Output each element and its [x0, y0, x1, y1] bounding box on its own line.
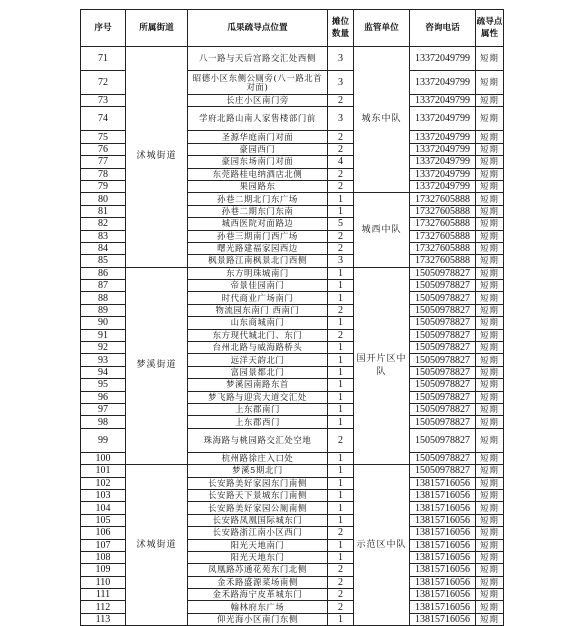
- location-cell: 梦飞路与迎宾大道交汇处: [188, 391, 328, 403]
- stall-count: 2: [328, 428, 354, 452]
- attribute-cell: 短期: [476, 292, 504, 304]
- stall-count: 1: [328, 613, 354, 625]
- attribute-cell: 短期: [476, 489, 504, 501]
- attribute-cell: 短期: [476, 403, 504, 415]
- row-number: 100: [81, 452, 126, 464]
- stall-count: 3: [328, 71, 354, 95]
- phone-cell: 13815716056: [410, 502, 476, 514]
- attribute-cell: 短期: [476, 477, 504, 489]
- phone-cell: 15050978827: [410, 354, 476, 366]
- phone-cell: 15050978827: [410, 379, 476, 391]
- stall-count: 1: [328, 354, 354, 366]
- phone-cell: 15050978827: [410, 465, 476, 477]
- attribute-cell: 短期: [476, 180, 504, 192]
- attribute-cell: 短期: [476, 416, 504, 428]
- location-cell: 上东郡西门: [188, 416, 328, 428]
- stall-count: 1: [328, 452, 354, 464]
- row-number: 105: [81, 514, 126, 526]
- phone-cell: 15050978827: [410, 267, 476, 279]
- phone-cell: 13372049799: [410, 143, 476, 155]
- location-cell: 孙巷二期北门东广场: [188, 193, 328, 205]
- phone-cell: 15050978827: [410, 391, 476, 403]
- location-cell: 帝景佳园南门: [188, 280, 328, 292]
- phone-cell: 13372049799: [410, 168, 476, 180]
- row-number: 96: [81, 391, 126, 403]
- location-cell: 长安路美好家园东门南侧: [188, 477, 328, 489]
- attribute-cell: 短期: [476, 218, 504, 230]
- stall-count: 1: [328, 403, 354, 415]
- phone-cell: 13372049799: [410, 47, 476, 71]
- stall-count: 1: [328, 489, 354, 501]
- phone-cell: 13372049799: [410, 180, 476, 192]
- phone-cell: 17327605888: [410, 218, 476, 230]
- row-number: 89: [81, 304, 126, 316]
- row-number: 99: [81, 428, 126, 452]
- stall-count: 2: [328, 131, 354, 143]
- phone-cell: 15050978827: [410, 292, 476, 304]
- attribute-cell: 短期: [476, 230, 504, 242]
- row-number: 92: [81, 342, 126, 354]
- stall-count: 2: [328, 180, 354, 192]
- stall-count: 2: [328, 527, 354, 539]
- attribute-cell: 短期: [476, 156, 504, 168]
- location-cell: 梦溪园南路东首: [188, 379, 328, 391]
- stall-count: 1: [328, 292, 354, 304]
- document-page: [80, 9, 504, 626]
- attribute-cell: 短期: [476, 514, 504, 526]
- phone-cell: 13815716056: [410, 539, 476, 551]
- row-number: 79: [81, 180, 126, 192]
- location-cell: 学府北路山南人家售楼部门前: [188, 107, 328, 131]
- header-no: 序号: [81, 10, 126, 47]
- location-cell: 八一路与天后宫路交汇处西侧: [188, 47, 328, 71]
- phone-cell: 13815716056: [410, 551, 476, 563]
- location-cell: 长安路浙江南小区西门: [188, 527, 328, 539]
- row-number: 87: [81, 280, 126, 292]
- stall-count: 2: [328, 143, 354, 155]
- stall-count: 1: [328, 551, 354, 563]
- location-cell: 仰光海小区南门东侧: [188, 613, 328, 625]
- attribute-cell: 短期: [476, 465, 504, 477]
- row-number: 94: [81, 366, 126, 378]
- attribute-cell: 短期: [476, 317, 504, 329]
- row-number: 103: [81, 489, 126, 501]
- row-number: 73: [81, 95, 126, 107]
- attribute-cell: 短期: [476, 551, 504, 563]
- stall-count: 1: [328, 539, 354, 551]
- location-cell: 山东商城南门: [188, 317, 328, 329]
- phone-cell: 13815716056: [410, 564, 476, 576]
- stall-count: 1: [328, 502, 354, 514]
- attribute-cell: 短期: [476, 267, 504, 279]
- phone-cell: 13372049799: [410, 107, 476, 131]
- attribute-cell: 短期: [476, 304, 504, 316]
- phone-cell: 15050978827: [410, 366, 476, 378]
- location-cell: 孙巷三期南门西广场: [188, 230, 328, 242]
- phone-cell: 15050978827: [410, 416, 476, 428]
- attribute-cell: 短期: [476, 255, 504, 267]
- stall-count: 2: [328, 242, 354, 254]
- location-cell: 东莞路桂电纳酒店北侧: [188, 168, 328, 180]
- table-row: [81, 465, 504, 477]
- location-cell: 豪园东场南门对面: [188, 156, 328, 168]
- stall-count: 1: [328, 280, 354, 292]
- location-cell: 富园景都北门: [188, 366, 328, 378]
- row-number: 72: [81, 71, 126, 95]
- row-number: 98: [81, 416, 126, 428]
- row-number: 76: [81, 143, 126, 155]
- stall-count: 1: [328, 465, 354, 477]
- attribute-cell: 短期: [476, 71, 504, 95]
- header-phone: 咨询电话: [410, 10, 476, 47]
- stall-count: 1: [328, 267, 354, 279]
- supervisor-cell: 示范区中队: [354, 465, 410, 626]
- row-number: 74: [81, 107, 126, 131]
- phone-cell: 13815716056: [410, 527, 476, 539]
- attribute-cell: 短期: [476, 379, 504, 391]
- street-cell: 沭城街道: [126, 465, 188, 626]
- stall-count: 3: [328, 107, 354, 131]
- row-number: 97: [81, 403, 126, 415]
- row-number: 91: [81, 329, 126, 341]
- fruit-stall-table: [80, 9, 504, 626]
- location-cell: 时代商业广场南门: [188, 292, 328, 304]
- row-number: 113: [81, 613, 126, 625]
- attribute-cell: 短期: [476, 391, 504, 403]
- phone-cell: 15050978827: [410, 452, 476, 464]
- stall-count: 5: [328, 218, 354, 230]
- attribute-cell: 短期: [476, 452, 504, 464]
- location-cell: 金禾路盛源菜场南侧: [188, 576, 328, 588]
- location-cell: 远洋天韵北门: [188, 354, 328, 366]
- row-number: 85: [81, 255, 126, 267]
- stall-count: 4: [328, 156, 354, 168]
- location-cell: 上东郡南门: [188, 403, 328, 415]
- row-number: 106: [81, 527, 126, 539]
- stall-count: 1: [328, 342, 354, 354]
- phone-cell: 13372049799: [410, 156, 476, 168]
- row-number: 86: [81, 267, 126, 279]
- attribute-cell: 短期: [476, 539, 504, 551]
- row-number: 88: [81, 292, 126, 304]
- location-cell: 圣源华庭南门对面: [188, 131, 328, 143]
- header-supervisor: 监管单位: [354, 10, 410, 47]
- attribute-cell: 短期: [476, 428, 504, 452]
- attribute-cell: 短期: [476, 205, 504, 217]
- row-number: 75: [81, 131, 126, 143]
- stall-count: 2: [328, 230, 354, 242]
- location-cell: 凤凰路苏通花苑东门北侧: [188, 564, 328, 576]
- attribute-cell: 短期: [476, 95, 504, 107]
- phone-cell: 13372049799: [410, 71, 476, 95]
- row-number: 95: [81, 379, 126, 391]
- stall-count: 2: [328, 564, 354, 576]
- attribute-cell: 短期: [476, 193, 504, 205]
- stall-count: 1: [328, 391, 354, 403]
- location-cell: 珠海路与桃园路交汇处空地: [188, 428, 328, 452]
- phone-cell: 15050978827: [410, 280, 476, 292]
- phone-cell: 15050978827: [410, 304, 476, 316]
- phone-cell: 13372049799: [410, 95, 476, 107]
- location-cell: 曙光路建福家园西边: [188, 242, 328, 254]
- location-cell: 翰林府东广场: [188, 601, 328, 613]
- supervisor-cell: 国开片区中队: [354, 267, 410, 464]
- attribute-cell: 短期: [476, 168, 504, 180]
- stall-count: 1: [328, 193, 354, 205]
- stall-count: 2: [328, 601, 354, 613]
- attribute-cell: 短期: [476, 329, 504, 341]
- row-number: 71: [81, 47, 126, 71]
- table-row: [81, 267, 504, 279]
- location-cell: 梦溪5期北门: [188, 465, 328, 477]
- row-number: 108: [81, 551, 126, 563]
- phone-cell: 17327605888: [410, 230, 476, 242]
- location-cell: 阳光天地南门: [188, 539, 328, 551]
- attribute-cell: 短期: [476, 589, 504, 601]
- phone-cell: 15050978827: [410, 342, 476, 354]
- row-number: 93: [81, 354, 126, 366]
- location-cell: 果园路东: [188, 180, 328, 192]
- location-cell: 阳光天地东门: [188, 551, 328, 563]
- header-count: 摊位数量: [328, 10, 354, 47]
- attribute-cell: 短期: [476, 601, 504, 613]
- attribute-cell: 短期: [476, 613, 504, 625]
- row-number: 90: [81, 317, 126, 329]
- stall-count: 2: [328, 576, 354, 588]
- phone-cell: 17327605888: [410, 242, 476, 254]
- attribute-cell: 短期: [476, 366, 504, 378]
- attribute-cell: 短期: [476, 576, 504, 588]
- phone-cell: 15050978827: [410, 317, 476, 329]
- stall-count: 2: [328, 329, 354, 341]
- supervisor-cell: 城西中队: [354, 193, 410, 267]
- stall-count: 1: [328, 416, 354, 428]
- phone-cell: 13815716056: [410, 613, 476, 625]
- header-street: 所属街道: [126, 10, 188, 47]
- phone-cell: 13815716056: [410, 589, 476, 601]
- row-number: 112: [81, 601, 126, 613]
- location-cell: 长安路天下景城东门南侧: [188, 489, 328, 501]
- row-number: 109: [81, 564, 126, 576]
- row-number: 82: [81, 218, 126, 230]
- row-number: 78: [81, 168, 126, 180]
- row-number: 101: [81, 465, 126, 477]
- location-cell: 孙巷二期东门东南: [188, 205, 328, 217]
- location-cell: 东方明珠城南门: [188, 267, 328, 279]
- row-number: 107: [81, 539, 126, 551]
- attribute-cell: 短期: [476, 143, 504, 155]
- phone-cell: 13815716056: [410, 489, 476, 501]
- location-cell: 长庄小区南门旁: [188, 95, 328, 107]
- phone-cell: 17327605888: [410, 255, 476, 267]
- row-number: 102: [81, 477, 126, 489]
- stall-count: 3: [328, 255, 354, 267]
- stall-count: 1: [328, 379, 354, 391]
- stall-count: 1: [328, 477, 354, 489]
- phone-cell: 13815716056: [410, 576, 476, 588]
- stall-count: 1: [328, 317, 354, 329]
- location-cell: 长安路凤凰国际城东门: [188, 514, 328, 526]
- table-body: [81, 47, 504, 626]
- row-number: 84: [81, 242, 126, 254]
- attribute-cell: 短期: [476, 131, 504, 143]
- location-cell: 长安路美好家园公厕南侧: [188, 502, 328, 514]
- supervisor-cell: 城东中队: [354, 47, 410, 193]
- stall-count: 2: [328, 304, 354, 316]
- row-number: 80: [81, 193, 126, 205]
- table-row: [81, 47, 504, 71]
- attribute-cell: 短期: [476, 564, 504, 576]
- attribute-cell: 短期: [476, 342, 504, 354]
- location-cell: 昭德小区东侧公厕旁(八一路北首对面): [188, 71, 328, 95]
- stall-count: 2: [328, 168, 354, 180]
- stall-count: 1: [328, 205, 354, 217]
- attribute-cell: 短期: [476, 502, 504, 514]
- attribute-cell: 短期: [476, 527, 504, 539]
- phone-cell: 17327605888: [410, 193, 476, 205]
- location-cell: 豪园西门: [188, 143, 328, 155]
- location-cell: 东方现代城北门、东门: [188, 329, 328, 341]
- location-cell: 金禾路海宁皮革城东门: [188, 589, 328, 601]
- attribute-cell: 短期: [476, 280, 504, 292]
- stall-count: 1: [328, 366, 354, 378]
- phone-cell: 15050978827: [410, 329, 476, 341]
- phone-cell: 13372049799: [410, 131, 476, 143]
- location-cell: 枫景路江南枫景北门西侧: [188, 255, 328, 267]
- phone-cell: 15050978827: [410, 428, 476, 452]
- location-cell: 台州北路与威海路桥头: [188, 342, 328, 354]
- stall-count: 2: [328, 95, 354, 107]
- phone-cell: 13815716056: [410, 477, 476, 489]
- row-number: 110: [81, 576, 126, 588]
- location-cell: 城西医院对面路边: [188, 218, 328, 230]
- stall-count: 2: [328, 589, 354, 601]
- phone-cell: 15050978827: [410, 403, 476, 415]
- street-cell: 梦溪街道: [126, 267, 188, 464]
- table-header: [81, 10, 504, 47]
- phone-cell: 17327605888: [410, 205, 476, 217]
- attribute-cell: 短期: [476, 242, 504, 254]
- street-cell: 沭城街道: [126, 47, 188, 268]
- attribute-cell: 短期: [476, 354, 504, 366]
- location-cell: 杭州路徐庄入口处: [188, 452, 328, 464]
- row-number: 77: [81, 156, 126, 168]
- stall-count: 1: [328, 514, 354, 526]
- row-number: 81: [81, 205, 126, 217]
- phone-cell: 13815716056: [410, 514, 476, 526]
- phone-cell: 13815716056: [410, 601, 476, 613]
- row-number: 83: [81, 230, 126, 242]
- row-number: 104: [81, 502, 126, 514]
- stall-count: 3: [328, 47, 354, 71]
- header-attr: 疏导点属性: [476, 10, 504, 47]
- attribute-cell: 短期: [476, 47, 504, 71]
- location-cell: 物流园东南门 西南门: [188, 304, 328, 316]
- attribute-cell: 短期: [476, 107, 504, 131]
- row-number: 111: [81, 589, 126, 601]
- header-location: 瓜果疏导点位置: [188, 10, 328, 47]
